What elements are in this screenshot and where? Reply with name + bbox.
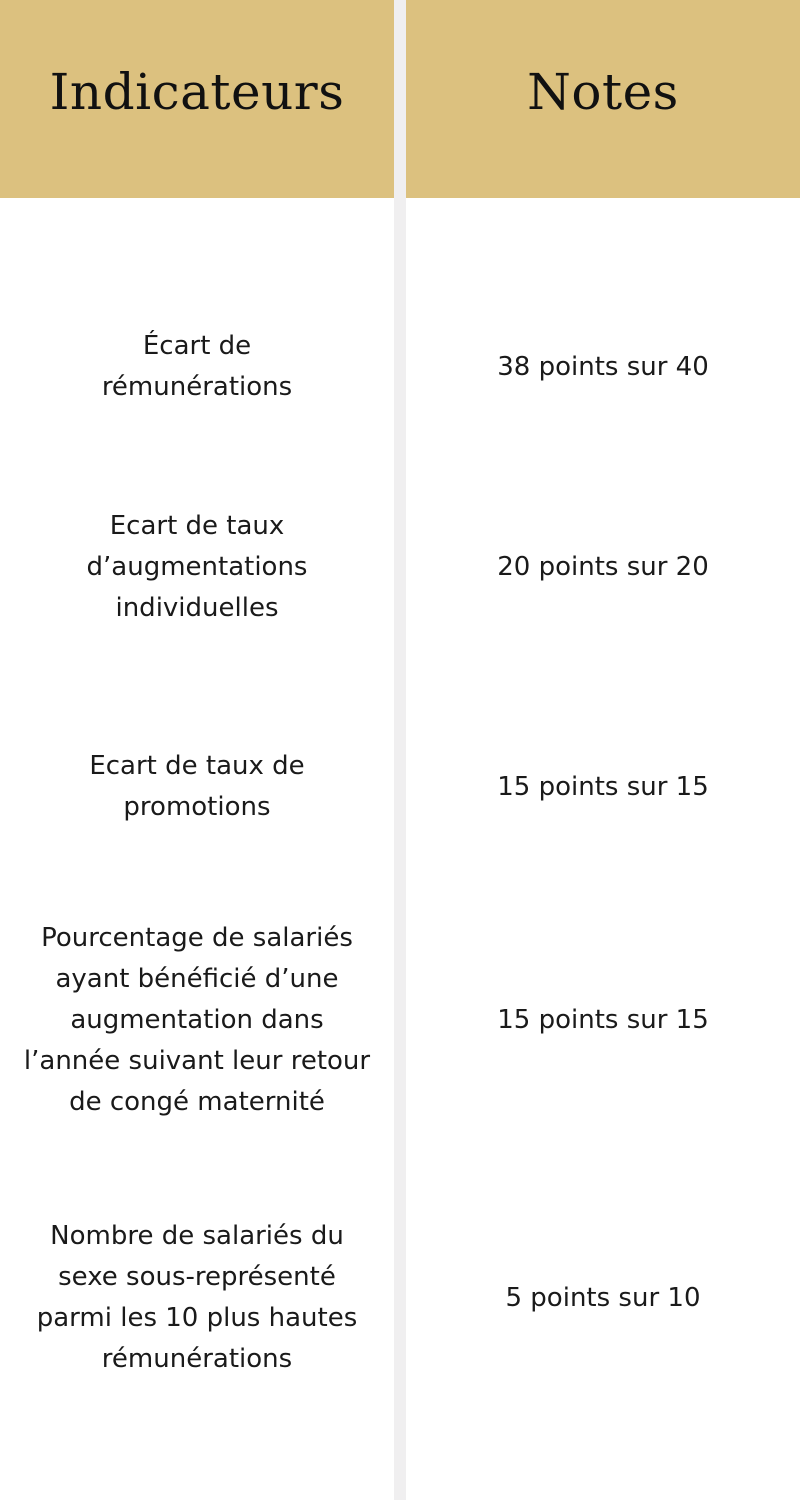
header-indicators: Indicateurs	[0, 0, 394, 198]
indicator-raise-gap: Ecart de taux d’augmentations individuelles	[86, 511, 308, 623]
column-divider	[394, 0, 406, 1500]
note-pay-gap: 38 points sur 40	[497, 351, 709, 382]
note-maternity-raise: 15 points sur 15	[497, 1005, 709, 1035]
header-notes: Notes	[406, 0, 800, 198]
note-raise-gap: 20 points sur 20	[497, 552, 709, 582]
indicator-top-earners: Nombre de salariés du sexe sous-représenté parmi les 10 plus hautes rémunérations	[36, 1221, 358, 1374]
note-promotion-gap: 15 points sur 15	[497, 771, 709, 802]
note-top-earners: 5 points sur 10	[505, 1282, 701, 1313]
indicator-pay-gap: Écart de rémunérations	[101, 331, 293, 402]
indicator-maternity-raise: Pourcentage de salariés ayant bénéficié d’une augmentation dans l’année suivant leur retour de congé maternité	[23, 923, 371, 1117]
indicator-promotion-gap: Ecart de taux de promotions	[89, 751, 305, 822]
